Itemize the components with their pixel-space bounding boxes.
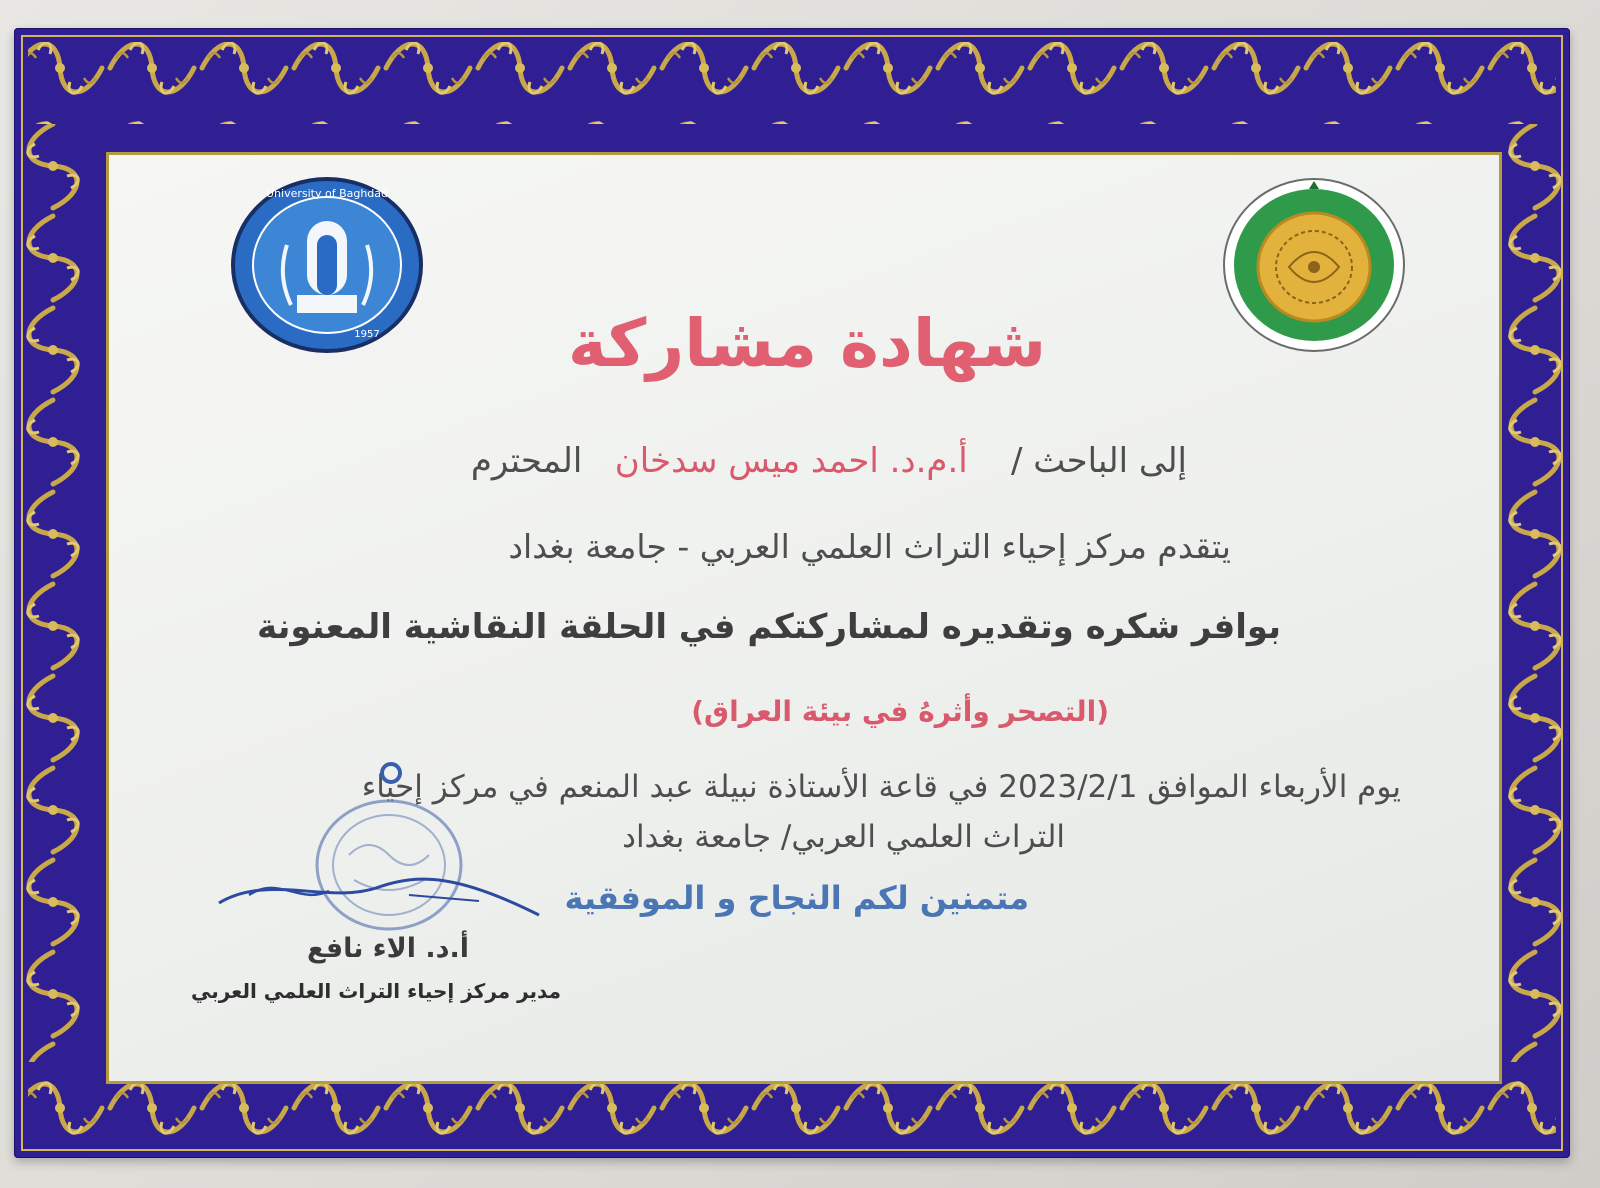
date-line-2: التراث العلمي العربي/ جامعة بغداد: [622, 819, 1065, 855]
signer-name: أ.د. الاء نافع: [307, 933, 469, 964]
certificate-paper: [106, 152, 1502, 1084]
wishes-line: متمنين لكم النجاح و الموفقية: [564, 879, 1029, 917]
certificate-title: شهادة مشاركة: [567, 305, 1047, 382]
offer-line: يتقدم مركز إحياء التراث العلمي العربي - جامعة بغداد: [508, 527, 1231, 566]
signer-title: مدير مركز إحياء التراث العلمي العربي: [191, 979, 561, 1003]
date-line-1: يوم الأربعاء الموافق 2023/2/1 في قاعة الأستاذة نبيلة عبد المنعم في مركز إحياء: [361, 769, 1401, 805]
recipient-line: [471, 441, 1187, 481]
recipient-suffix: المحترم: [470, 441, 583, 481]
thanks-line: بوافر شكره وتقديره لمشاركتكم في الحلقة النقاشية المعنونة: [256, 607, 1281, 647]
seal-year-text: 1957: [354, 329, 380, 340]
official-stamp-and-signature: [209, 755, 549, 955]
seal-university-text: University of Baghdad: [265, 187, 389, 200]
recipient-prefix: إلى الباحث /: [1010, 441, 1187, 481]
recipient-name: أ.م.د. احمد ميس سدخان: [614, 441, 968, 481]
topic-line: (التصحر وأثرهُ في بيئة العراق): [691, 695, 1109, 728]
certificate-frame: [14, 28, 1570, 1158]
